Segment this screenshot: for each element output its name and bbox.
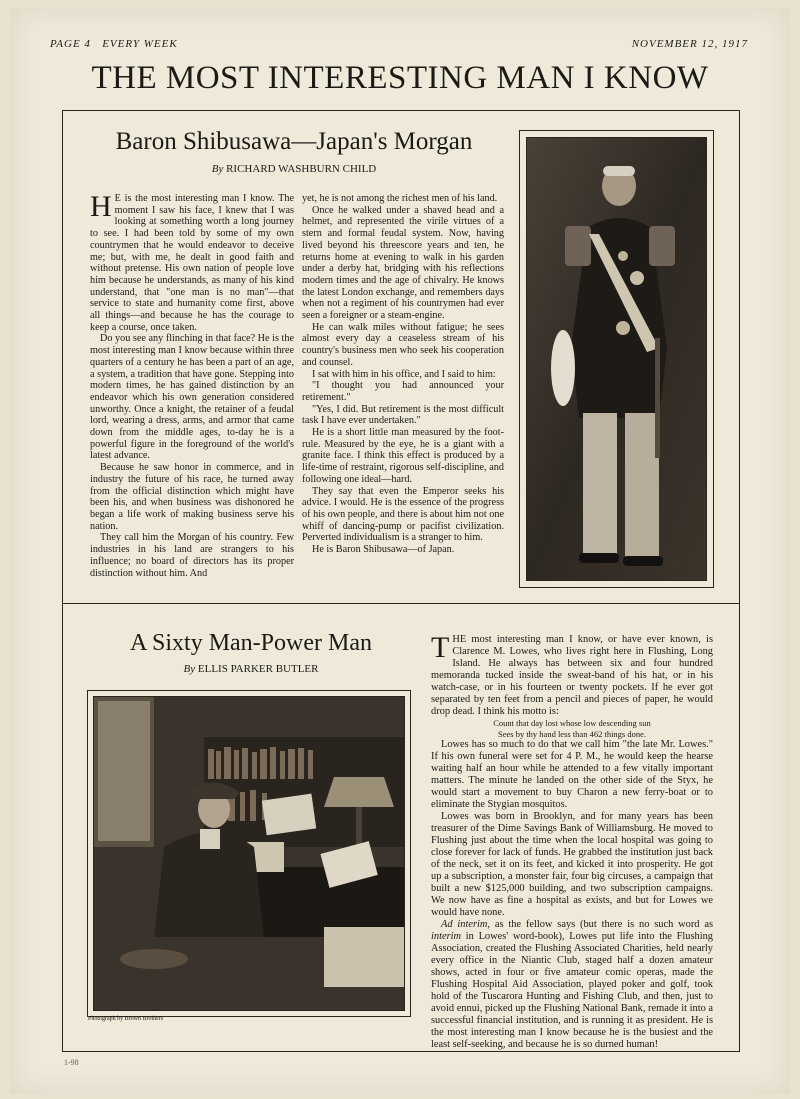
article2-p4b: in Lowes' word-book), Lowes put life into the Flushing Association, created the Flushing Associated Charities, held nearly every office in the Niantic Club, staged half a dozen amateur shows, acted in four or five amateur comic operas, made the Flushing Hospital Aid Association, played poker and golf, took hold of the Tuscarora Hunting and Fishing Club, and then, just to avoid ennui, picked up the Flushing National Bank, remade it into a successful financial institution, and is running it as president. He is the most interesting man I know because he is the busiest and the least self-seeking, and because he is so durned human! xyxy=(431,931,713,1050)
motto-line-2: Sees by thy hand less than 462 things done. xyxy=(497,728,647,739)
article2-byline xyxy=(86,663,416,675)
article2-ad-interim: Ad interim xyxy=(441,919,488,930)
article2-interim: interim xyxy=(431,931,462,942)
portrait-photo xyxy=(526,137,707,581)
article1-col2-p3: I sat with him in his office, and I said to him: xyxy=(312,368,496,380)
portrait-photo-frame xyxy=(519,130,714,588)
photo-credit: Photograph by Brown Brothers xyxy=(88,1016,164,1022)
issue-date: NOVEMBER 12, 1917 xyxy=(631,38,748,50)
article1-byline xyxy=(84,163,504,175)
page-footer-mark: 1-98 xyxy=(64,1058,79,1067)
article2-dropcap: T xyxy=(431,631,450,664)
article2-p1 xyxy=(431,631,713,718)
running-header xyxy=(50,38,748,50)
article1-col1-p2: Because he saw honor in commerce, and in industry the future of his race, he turned away from the official distinction which might have been his, and when business was dishonored he began a life work of making business serve his nation. xyxy=(90,462,294,532)
article2-p2: Lowes has so much to do that we call him "the late Mr. Lowes." If his own funeral were set for 4 P. M., he would keep the hearse waiting half an hour while he attended to a few vitally important matters. The minute he landed on the other side of the Styx, he would start a movement to buy Charon a new ferry-boat or to eliminate the Stygian mosquitos. xyxy=(431,739,713,810)
article1-column-1 xyxy=(90,190,294,579)
article2-title: A Sixty Man-Power Man xyxy=(130,630,372,656)
page-masthead: THE MOST INTERESTING MAN I KNOW xyxy=(91,60,709,96)
publication-name: EVERY WEEK xyxy=(102,38,178,50)
article2-p3: Lowes was born in Brooklyn, and for many years has been treasurer of the Dime Savings Bank of Williamsburg. He moved to Flushing just about the time when the local hospital was going to close forever for lack of funds. He grabbed the institution just back of the neck, set it on its feet, and kicked it into prosperity. He got up a subscription, a monster fair, four big circuses, a campaign that built a new $125,000 building, and two subscription campaigns. We now have as fine a hospital as exists, and but for Lowes we would have none. xyxy=(431,811,713,918)
article1-title: Baron Shibusawa—Japan's Morgan xyxy=(115,128,473,155)
office-photo xyxy=(93,696,405,1011)
article2-p4a: , as the fellow says (but there is no such word as xyxy=(487,919,713,930)
page-label: PAGE 4 xyxy=(50,38,91,50)
article1-col2-p4: "I thought you had announced your retirement." xyxy=(302,380,504,403)
article1-col1-p3: They call him the Morgan of his country. Few industries in his land are strangers to his influence; no board of directors has its proper distinction without him. And xyxy=(90,532,294,579)
article2-column xyxy=(431,631,713,1051)
article1-author: RICHARD WASHBURN CHILD xyxy=(226,163,377,175)
article1-col1-p0-text: E is the most interesting man I know. The moment I saw his face, I knew that I was looking at something worth a long journey to see. I had been told by some of my own countrymen that he would endeavor to deceive me; but, with me, he dealt in good faith and without pretense. His own nation of people love him because he understands, as many of his kind understand, that "one man is no man"—that service to state and humanity come first, above all things—and because he has the courage to keep a course, once taken. xyxy=(90,193,294,333)
article1-col2-p8: He is Baron Shibusawa—of Japan. xyxy=(312,544,455,556)
article1-col2-p0: yet, he is not among the richest men of his land. xyxy=(302,193,498,204)
article2-author: ELLIS PARKER BUTLER xyxy=(197,663,319,675)
baron-portrait-image xyxy=(527,138,706,580)
article2-p4 xyxy=(431,919,713,1051)
motto xyxy=(431,718,713,739)
motto-line-1: Count that day lost whose low descending sun xyxy=(493,718,651,728)
section-divider xyxy=(62,603,740,604)
article1-by: By xyxy=(211,163,224,175)
article2-p1-text: HE most interesting man I know, or have ever known, is Clarence M. Lowes, who lives right here in Flushing, Long Island. He always has between six and four hundred memoranda tucked inside the sweat-band of his hat, or in his watch-case, or in his fourteen or twenty pockets. If he ever got separated by ten feet from a pencil and pieces of paper, he would drop dead. I think his motto is: xyxy=(431,634,713,717)
article1-col2-p6: He is a short little man measured by the foot-rule. Measured by the eye, he is a giant with a granite face. I think this effect is produced by a life-time of restraint, rigorous self-discipline, and following one ideal—hard. xyxy=(302,427,504,485)
article1-col2-p7: They say that even the Emperor seeks his advice. I would. He is the essence of the progress of his own people, and there is about him not one whiff of dancing-pump or pacifist civilization. Perverted individualism is a stranger to him. xyxy=(302,485,504,544)
article1-col2-p2: He can walk miles without fatigue; he sees almost every day a ceaseless stream of his country's business men who seek his cooperation and counsel. xyxy=(302,321,504,368)
article1-col2-p5: "Yes, I did. But retirement is the most difficult task I have ever undertaken." xyxy=(302,403,504,427)
article1-col1-p0 xyxy=(90,190,294,333)
article1-column-2 xyxy=(302,193,504,556)
article1-col1-p1: Do you see any flinching in that face? He is the most interesting man I know because within three quarters of a century he has been a part of an age, a system, a tradition that have gone. Stepping into modern times, he has gained distinction by an endeavor which his own generation considered unworthy. Once a knight, the retainer of a feudal lord, wearing a dress, arms, and armor that came down from the middle ages, to-day he is a powerful figure in the foreground of the world's latest advance. xyxy=(90,333,294,462)
article1-dropcap: H xyxy=(90,190,112,223)
lowes-office-image xyxy=(94,697,404,1010)
article2-by: By xyxy=(183,663,196,675)
article1-col2-p1: Once he walked under a shaved head and a helmet, and represented the virile virtues of a stern and formal feudal system. Now, having lived beyond his threescore years and ten, he returns home at evening to walk in his garden under a derby hat, bridging with his reflections modern times and the age of chivalry. He knows the latest London exchange, and remembers days when not a regiment of his countrymen had ever seen a foreigner or a steam-engine. xyxy=(302,204,504,322)
running-header-left xyxy=(50,38,178,50)
office-photo-frame xyxy=(87,690,411,1017)
